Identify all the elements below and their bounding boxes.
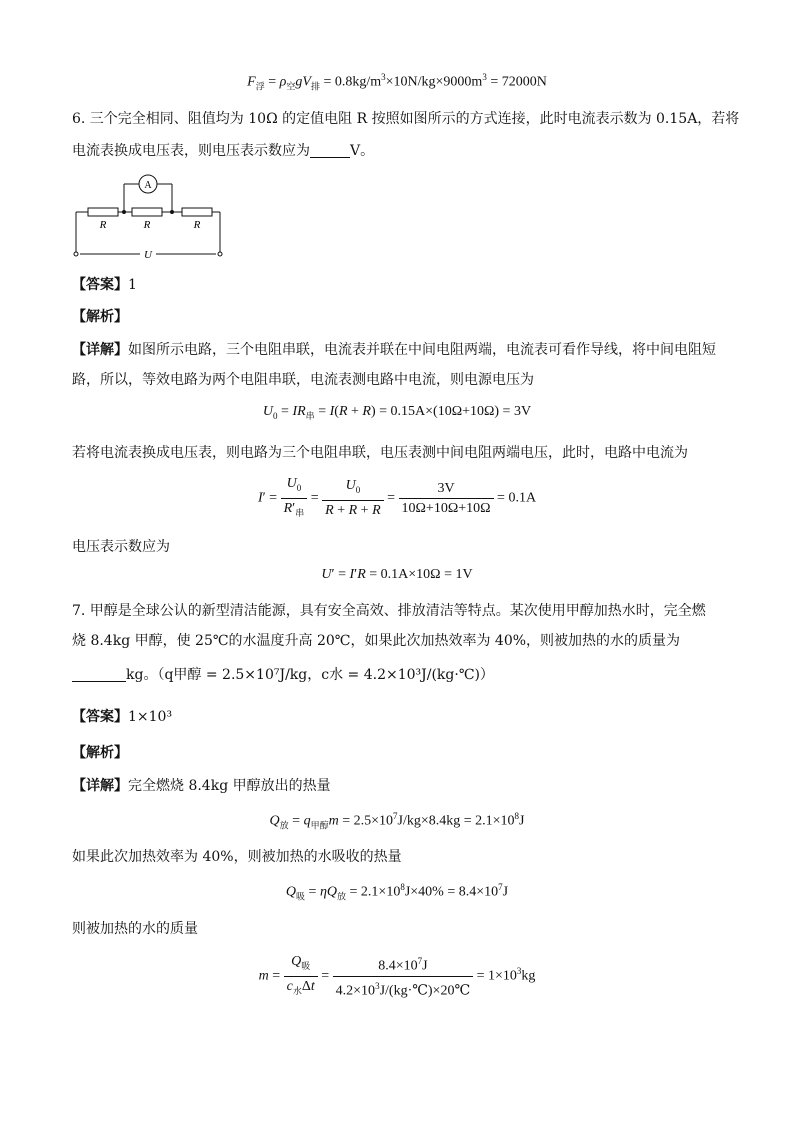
resistor-2-label: R (143, 219, 151, 231)
resistor-3 (182, 208, 212, 216)
q7-detail-line3: 则被加热的水的质量 (72, 921, 198, 937)
q6-answer-blank (310, 143, 350, 158)
q6-equation-source-voltage: $U_0 = IR_串 = I(R + R) = 0.15A\times(10\Omega+10\Omega) = 3V$ (262, 404, 532, 421)
resistor-2 (132, 208, 162, 216)
q7-equation-mass: m = $\frac{Q_吸}{c_水\Delta t}$ = $\frac{8.4\times 10^7J}{4.2\times 10^3J/(kg\cdot℃)\times 20℃}$ = $1\times 10^3kg$ (258, 954, 536, 999)
q6-stem-line2: 电流表换成电压表，则电压表示数应为 V。 (72, 143, 375, 159)
q6-analysis-heading: 【解析】 (72, 309, 128, 325)
q6-stem-line1: 6. 三个完全相同、阻值均为 10Ω 的定值电阻 R 按照如图所示的方式连接，此时电流表示数为 0.15A，若将 (72, 111, 740, 127)
q7-equation-heat-absorbed: $Q_吸 = \eta Q_放 = 2.1\times 10^8J\times 40\% = 8.4\times 10^7J$ (285, 882, 509, 902)
q6-detail-line2: 路，所以，等效电路为两个电阻串联，电流表测电路中电流，则电源电压为 (72, 372, 534, 388)
q7-answer-blank (72, 667, 126, 682)
q6-detail-line4: 电压表示数应为 (72, 539, 170, 555)
q6-detail-line3: 若将电流表换成电压表，则电路为三个电阻串联，电压表测中间电阻两端电压，此时，电路中电流为 (72, 445, 688, 461)
q7-answer: 【答案】1×10³ (72, 709, 173, 725)
q7-stem-line2: 烧 8.4kg 甲醇，使 25℃的水温度升高 20℃，如果此次加热效率为 40%，则被加热的水的质量为 (72, 633, 681, 649)
q6-equation-voltage: U′ = I′R = 0.1A×10Ω = 1V (321, 567, 473, 582)
q6-detail-line1: 【详解】如图所示电路，三个电阻串联，电流表并联在中间电阻两端，电流表可看作导线，将中间电阻短 (72, 342, 716, 358)
q7-detail-line1: 【详解】完全燃烧 8.4kg 甲醇放出的热量 (72, 778, 331, 794)
q7-stem-line3: kg。（q甲醇 = 2.5×10⁷J/kg，c水 = 4.2×10³J/(kg·℃)） (72, 666, 732, 684)
q7-analysis-heading: 【解析】 (72, 745, 128, 761)
q7-equation-heat-released: $Q_放 = q_{甲醇}m = 2.5\times 10^7J/kg\times 8.4kg = 2.1\times 10^8J$ (269, 811, 525, 831)
q7-stem-line1: 7. 甲醇是全球公认的新型清洁能源，具有安全高效、排放清洁等特点。某次使用甲醇加热水时，完全燃 (72, 603, 706, 619)
resistor-1 (88, 208, 118, 216)
ammeter-label: A (144, 180, 152, 191)
buoyancy-equation: $F_浮 = \rho_空gV_排 = 0.8kg/m^3\times 10N/kg\times 9000m^3 = 72000N$ (247, 72, 547, 92)
q7-detail-line2: 如果此次加热效率为 40%，则被加热的水吸收的热量 (72, 849, 402, 865)
resistor-1-label: R (99, 219, 107, 231)
resistor-3-label: R (193, 219, 201, 231)
q6-circuit-diagram (68, 170, 228, 265)
q6-answer: 【答案】1 (72, 277, 137, 293)
voltage-label: U (144, 249, 152, 261)
q6-equation-current: I′ = $\frac{U_0}{R'_串}$ = $\frac{U_0}{R + R + R}$ = $\frac{3V}{10\Omega+10\Omega+10\Omega}$ = 0.1A (257, 476, 537, 519)
